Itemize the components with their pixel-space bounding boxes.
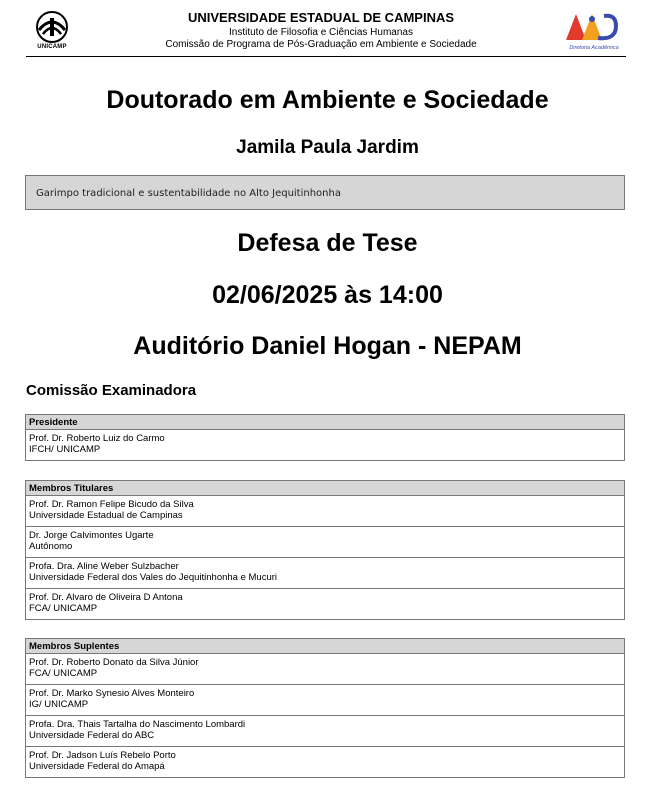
member-name: Prof. Dr. Alvaro de Oliveira D Antona xyxy=(29,592,183,603)
member-name: Dr. Jorge Calvimontes Ugarte xyxy=(29,530,154,541)
member-institution: FCA/ UNICAMP xyxy=(29,603,98,614)
member-row xyxy=(26,747,624,778)
member-row xyxy=(26,685,624,716)
unicamp-logo-icon xyxy=(30,10,74,46)
document-header xyxy=(26,8,626,57)
group-membros-suplentes xyxy=(25,638,625,778)
diretoria-logo-icon xyxy=(560,10,622,46)
program-title: Doutorado em Ambiente e Sociedade xyxy=(106,86,549,114)
member-name: Prof. Dr. Ramon Felipe Bicudo da Silva xyxy=(29,499,194,510)
diretoria-logo-text: Diretoria Acadêmica xyxy=(569,45,619,51)
member-row xyxy=(26,527,624,558)
member-institution: IFCH/ UNICAMP xyxy=(29,444,101,455)
event-datetime: 02/06/2025 às 14:00 xyxy=(212,281,443,309)
university-name: UNIVERSIDADE ESTADUAL DE CAMPINAS xyxy=(187,10,455,25)
member-name: Profa. Dra. Thais Tartalha do Nascimento Lombardi xyxy=(29,719,246,730)
event-place: Auditório Daniel Hogan - NEPAM xyxy=(133,332,522,360)
member-name: Prof. Dr. Jadson Luís Rebelo Porto xyxy=(29,750,176,761)
group-heading: Membros Suplentes xyxy=(26,638,624,654)
commission-name: Comissão de Programa de Pós-Graduação em Ambiente e Sociedade xyxy=(165,39,477,50)
member-institution: IG/ UNICAMP xyxy=(29,699,89,710)
member-row xyxy=(26,430,624,461)
member-row xyxy=(26,496,624,527)
group-heading: Membros Titulares xyxy=(26,480,624,496)
student-name: Jamila Paula Jardim xyxy=(236,137,419,158)
member-row xyxy=(26,589,624,620)
member-row xyxy=(26,716,624,747)
member-row xyxy=(26,558,624,589)
institute-name: Instituto de Filosofia e Ciências Humanas xyxy=(229,27,413,38)
member-name: Prof. Dr. Roberto Luiz do Carmo xyxy=(29,433,165,444)
event-type: Defesa de Tese xyxy=(237,229,418,257)
member-institution: Universidade Estadual de Campinas xyxy=(29,510,183,521)
member-name: Prof. Dr. Roberto Donato da Silva Júnior xyxy=(29,657,199,668)
member-row xyxy=(26,654,624,685)
group-heading: Presidente xyxy=(26,414,624,430)
member-institution: Universidade Federal do ABC xyxy=(29,730,155,741)
member-institution: Universidade Federal do Amapá xyxy=(29,761,165,772)
group-presidente xyxy=(25,414,625,461)
group-membros-titulares xyxy=(25,480,625,620)
thesis-title-box xyxy=(25,175,625,210)
member-name: Prof. Dr. Marko Synesio Alves Monteiro xyxy=(29,688,195,699)
member-institution: Universidade Federal dos Vales do Jequitinhonha e Mucuri xyxy=(29,572,278,583)
thesis-title: Garimpo tradicional e sustentabilidade no Alto Jequitinhonha xyxy=(36,188,341,199)
commission-heading: Comissão Examinadora xyxy=(26,382,197,399)
unicamp-logo-text: UNICAMP xyxy=(37,44,67,50)
member-institution: FCA/ UNICAMP xyxy=(29,668,98,679)
member-institution: Autônomo xyxy=(29,541,73,552)
member-name: Profa. Dra. Aline Weber Sulzbacher xyxy=(29,561,179,572)
